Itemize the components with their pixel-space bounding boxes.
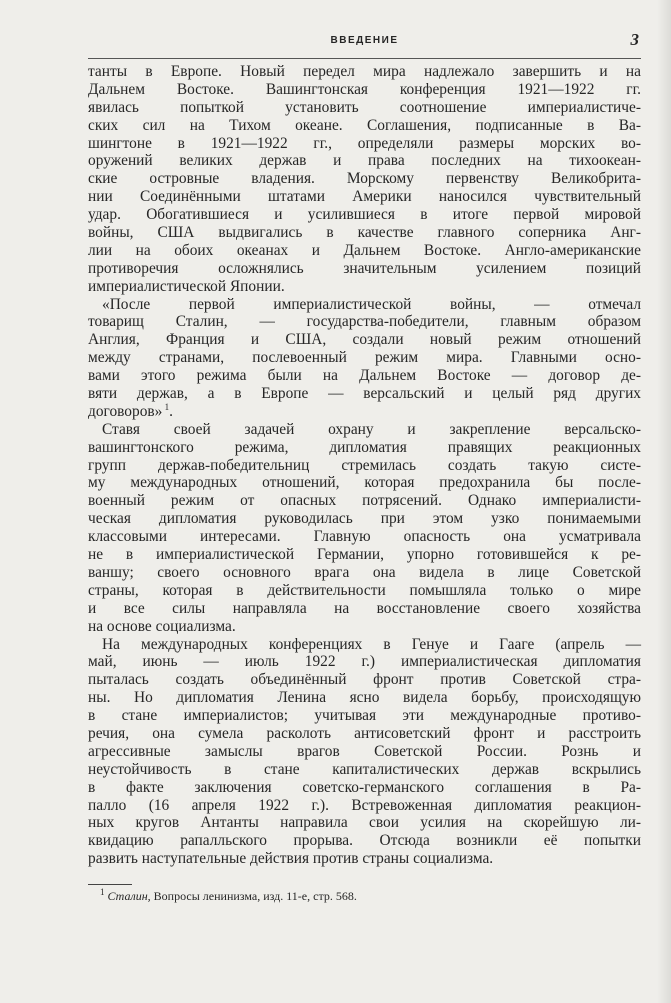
text-line: ных кругов Антанты направила свои усилия на скорейшую ли- — [88, 814, 641, 832]
text-line: пыталась создать объединённый фронт против Советской стра- — [88, 671, 641, 689]
text-line: и все силы направляла на восстановление своего хозяйства — [88, 599, 641, 617]
text-line: договоров» $^1$. — [88, 401, 173, 420]
text-line: удар. Обогатившиеся и усилившиеся в итоге первой мировой — [88, 206, 641, 224]
header-rule — [88, 58, 641, 59]
text-line: Англия, Франция и США, создали новый режим отношений — [88, 331, 641, 349]
running-head — [88, 30, 641, 57]
text-line: квидацию рапалльского прорыва. Отсюда возникли её попытки — [88, 832, 641, 850]
text-line: на основе социализма. — [88, 617, 236, 635]
text-line: между странами, послевоенный режим мира. Главными осно- — [88, 349, 641, 367]
text-line: вяти держав, а в Европе — версальский и целый ряд других — [88, 385, 641, 403]
text-line: не в империалистической Германии, упорно готовившейся к ре- — [88, 546, 641, 564]
text-line: ваншу; своего основного врага она видела в лице Советской — [88, 563, 641, 581]
text-line: развить наступательные действия против страны социализма. — [88, 850, 494, 868]
text-line: товарищ Сталин, — государства-победители, главным образом — [88, 313, 641, 331]
text-line: лии на обоих океанах и Дальнем Востоке. Англо-американские — [88, 241, 641, 259]
paragraph — [88, 296, 641, 421]
text-line: в факте заключения советско-германского соглашения в Ра- — [88, 778, 641, 796]
paragraph — [88, 421, 641, 636]
text-line: май, июнь — июль 1922 г.) империалистическая дипломатия — [88, 653, 641, 671]
text-line: ские островные владения. Морскому первенству Великобрита- — [88, 170, 641, 188]
text-line: вашингтонского режима, дипломатия правящих реакционных — [88, 438, 641, 456]
body-text — [88, 63, 641, 868]
page-edge-shadow — [657, 0, 671, 1003]
text-line: нии Соединёнными штатами Америки наносился чувствительный — [88, 188, 641, 206]
footnote-author: Сталин, — [107, 889, 151, 903]
text-line: классовыми интересами. Главную опасность она усматривала — [88, 528, 641, 546]
text-line: противоречия осложнялись значительным усилением позиций — [88, 259, 641, 277]
text-line: Дальнем Востоке. Вашингтонская конференция 1921—1922 гг. — [88, 80, 641, 98]
footnote-number: 1 — [100, 887, 105, 897]
footnote-rule — [88, 884, 132, 885]
text-line: танты в Европе. Новый передел мира надлежало завершить и на — [88, 63, 641, 80]
text-line: «После первой империалистической войны, — отмечал — [102, 295, 641, 313]
text-line: неустойчивость в стане капиталистических держав вскрылись — [88, 760, 641, 778]
text-line: групп держав-победительниц стремилась создать такую систе- — [88, 456, 641, 474]
text-line: речия, она сумела расколоть антисоветский фронт и расстроить — [88, 724, 641, 742]
text-line: ских сил на Тихом океане. Соглашения, подписанные в Ва- — [88, 116, 641, 134]
text-line: ны. Но дипломатия Ленина ясно видела борьбу, происходящую — [88, 689, 641, 707]
text-line: войны, США выдвигались в качестве главного соперника Анг- — [88, 224, 641, 242]
text-line: в стане империалистов; учитывая эти международные противо- — [88, 707, 641, 725]
paragraph — [88, 636, 641, 869]
text-line: империалистической Японии. — [88, 277, 285, 295]
text-line: му международных отношений, которая предохранила бы после- — [88, 474, 641, 492]
text-line: военный режим от опасных потрясений. Однако империалисти- — [88, 492, 641, 510]
text-line: На международных конференциях в Генуе и Гааге (апрель — — [102, 635, 641, 653]
text-line: палло (16 апреля 1922 г.). Встревоженная дипломатия реакцион- — [88, 796, 641, 814]
text-line: страны, которая в действительности помышляла только о мире — [88, 581, 641, 599]
text-line: оружений великих держав и права последних на тихоокеан- — [88, 152, 641, 170]
text-line: Ставя своей задачей охрану и закрепление версальско- — [102, 420, 641, 438]
footnote-text: Вопросы ленинизма, изд. 11-е, стр. 568. — [153, 889, 357, 903]
text-line: ческая дипломатия руководилась при этом узко понимаемыми — [88, 510, 641, 528]
text-line: шингтоне в 1921—1922 гг., определяли размеры морских во- — [88, 134, 641, 152]
page-number: 3 — [630, 30, 639, 49]
text-line: вами этого режима были на Дальнем Востоке — договор де- — [88, 367, 641, 385]
text-line: агрессивные замыслы врагов Советской России. Рознь и — [88, 742, 641, 760]
footnote — [100, 889, 357, 904]
footnote-reference[interactable]: 1 — [162, 401, 170, 412]
chapter-title: ВВЕДЕНИЕ — [330, 35, 399, 46]
sentence-end: . — [169, 402, 173, 420]
paragraph — [88, 63, 641, 296]
text-line: явилась попыткой установить соотношение империалистиче- — [88, 98, 641, 116]
